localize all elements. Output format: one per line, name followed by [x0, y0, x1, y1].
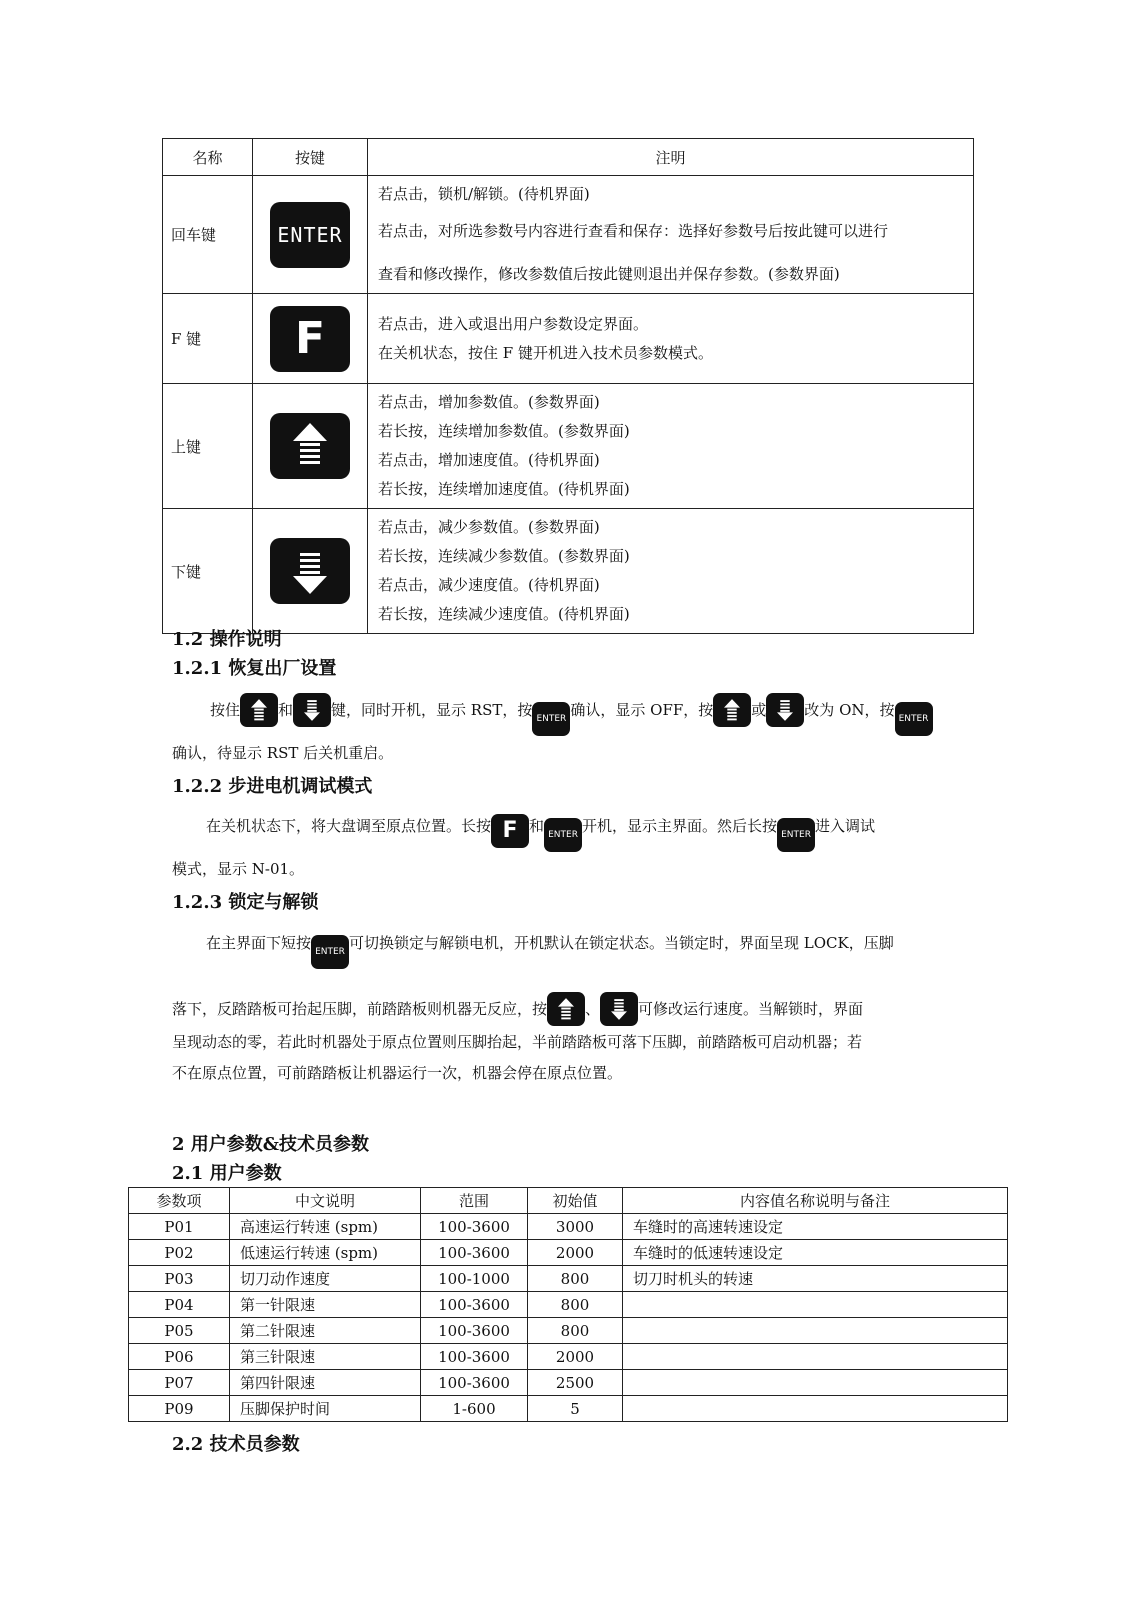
param-range: 100-3600 — [421, 1318, 528, 1344]
note-line: 若长按，连续减少速度值。(待机界面) — [378, 605, 630, 623]
param-desc: 第四针限速 — [230, 1370, 421, 1396]
key-row-enter — [163, 176, 974, 294]
text-run: 确认，显示 OFF，按 — [570, 701, 714, 719]
param-range: 100-1000 — [421, 1266, 528, 1292]
enter-key-icon: ENTER — [532, 702, 570, 736]
section-heading: 2.2 技术员参数 — [172, 1434, 300, 1455]
note-line: 若长按，连续增加参数值。(参数界面) — [378, 422, 630, 440]
col-note-header: 注明 — [368, 139, 974, 176]
text-run: 不在原点位置，可前踏踏板让机器运行一次，机器会停在原点位置。 — [172, 1064, 623, 1082]
text-run: 可修改运行速度。当解锁时，界面 — [638, 1000, 864, 1018]
text-run: 进入调试 — [815, 817, 876, 835]
text-run: 改为 ON，按 — [804, 701, 895, 719]
param-id: P09 — [129, 1396, 230, 1422]
key-name: F 键 — [163, 294, 253, 384]
note-line: 查看和修改操作，修改参数值后按此键则退出并保存参数。(参数界面) — [378, 265, 840, 283]
up-arrow-key-icon — [270, 413, 350, 479]
key-name: 上键 — [163, 384, 253, 509]
enter-key-icon: ENTER — [895, 702, 933, 736]
table-row — [129, 1396, 1008, 1422]
table-row — [129, 1318, 1008, 1344]
param-range: 100-3600 — [421, 1344, 528, 1370]
key-notes — [368, 384, 974, 509]
text-run: 在关机状态下，将大盘调至原点位置。长按 — [206, 817, 492, 835]
text-run: 按住 — [210, 701, 241, 719]
table-row — [129, 1214, 1008, 1240]
param-default: 2000 — [528, 1344, 623, 1370]
param-desc: 高速运行转速 (spm) — [230, 1214, 421, 1240]
param-desc: 第一针限速 — [230, 1292, 421, 1318]
col-range-header: 范围 — [421, 1188, 528, 1214]
note-line: 若点击，锁机/解锁。(待机界面) — [378, 185, 590, 203]
param-remark: 车缝时的高速转速设定 — [623, 1214, 1008, 1240]
param-remark — [623, 1344, 1008, 1370]
key-table — [162, 138, 974, 634]
table-row — [129, 1344, 1008, 1370]
param-id: P02 — [129, 1240, 230, 1266]
param-default: 3000 — [528, 1214, 623, 1240]
text-run: 呈现动态的零，若此时机器处于原点位置则压脚抬起，半前踏踏板可落下压脚，前踏踏板可启动机器；若 — [172, 1033, 863, 1051]
param-range: 100-3600 — [421, 1292, 528, 1318]
user-param-table — [128, 1187, 1008, 1422]
up-arrow-key-icon — [547, 992, 585, 1026]
param-desc: 第二针限速 — [230, 1318, 421, 1344]
section-heading: 1.2.2 步进电机调试模式 — [172, 776, 373, 797]
param-id: P05 — [129, 1318, 230, 1344]
param-id: P01 — [129, 1214, 230, 1240]
param-default: 800 — [528, 1318, 623, 1344]
key-notes — [368, 294, 974, 384]
col-key-header: 按键 — [253, 139, 368, 176]
section-heading: 2.1 用户参数 — [172, 1163, 282, 1184]
key-row-f — [163, 294, 974, 384]
text-run: 模式，显示 N-01。 — [172, 860, 305, 878]
key-name: 下键 — [163, 509, 253, 634]
enter-key-icon: ENTER — [777, 818, 815, 852]
param-remark — [623, 1370, 1008, 1396]
section-heading: 1.2.1 恢复出厂设置 — [172, 658, 337, 679]
param-range: 1-600 — [421, 1396, 528, 1422]
text-run: 可切换锁定与解锁电机，开机默认在锁定状态。当锁定时，界面呈现 LOCK，压脚 — [349, 934, 894, 952]
key-notes — [368, 509, 974, 634]
enter-key-icon: ENTER — [270, 202, 350, 268]
param-default: 2500 — [528, 1370, 623, 1396]
param-remark — [623, 1396, 1008, 1422]
table-row — [129, 1266, 1008, 1292]
note-line: 若长按，连续减少参数值。(参数界面) — [378, 547, 630, 565]
enter-key-icon: ENTER — [544, 818, 582, 852]
down-arrow-key-icon — [293, 693, 331, 727]
param-default: 800 — [528, 1292, 623, 1318]
text-run: 开机，显示主界面。然后长按 — [582, 817, 778, 835]
enter-key-icon: ENTER — [311, 935, 349, 969]
section-heading: 2 用户参数&技术员参数 — [172, 1134, 370, 1155]
text-run: 落下，反踏踏板可抬起压脚，前踏踏板则机器无反应，按 — [172, 1000, 548, 1018]
param-default: 5 — [528, 1396, 623, 1422]
param-remark: 切刀时机头的转速 — [623, 1266, 1008, 1292]
key-row-down — [163, 509, 974, 634]
note-line: 若点击，减少速度值。(待机界面) — [378, 576, 600, 594]
f-key-icon: F — [491, 814, 529, 848]
table-row — [129, 1292, 1008, 1318]
param-range: 100-3600 — [421, 1370, 528, 1396]
paragraph-lock-unlock — [172, 925, 972, 1089]
param-default: 800 — [528, 1266, 623, 1292]
note-line: 若点击，减少参数值。(参数界面) — [378, 518, 600, 536]
note-line: 若点击，进入或退出用户参数设定界面。 — [378, 314, 649, 333]
note-line: 若点击，对所选参数号内容进行查看和保存：选择好参数号后按此键可以进行 — [378, 222, 889, 240]
param-id: P04 — [129, 1292, 230, 1318]
param-id: P06 — [129, 1344, 230, 1370]
param-desc: 第三针限速 — [230, 1344, 421, 1370]
key-row-up — [163, 384, 974, 509]
col-desc-header: 中文说明 — [230, 1188, 421, 1214]
text-run: 和 — [529, 817, 545, 835]
note-line: 若点击，增加参数值。(参数界面) — [378, 393, 600, 411]
note-line: 若点击，增加速度值。(待机界面) — [378, 451, 600, 469]
col-remark-header: 内容值名称说明与备注 — [623, 1188, 1008, 1214]
col-default-header: 初始值 — [528, 1188, 623, 1214]
param-remark: 车缝时的低速转速设定 — [623, 1240, 1008, 1266]
table-row — [129, 1240, 1008, 1266]
down-arrow-key-icon — [766, 693, 804, 727]
param-range: 100-3600 — [421, 1214, 528, 1240]
param-id: P07 — [129, 1370, 230, 1396]
param-desc: 压脚保护时间 — [230, 1396, 421, 1422]
up-arrow-key-icon — [713, 693, 751, 727]
text-run: 或 — [751, 701, 767, 719]
down-arrow-key-icon — [270, 538, 350, 604]
key-notes — [368, 176, 974, 294]
param-id: P03 — [129, 1266, 230, 1292]
down-arrow-key-icon — [600, 992, 638, 1026]
table-row — [129, 1370, 1008, 1396]
text-run: 在主界面下短按 — [206, 934, 312, 952]
text-run: 和 — [278, 701, 294, 719]
note-line: 若长按，连续增加速度值。(待机界面) — [378, 480, 630, 498]
param-desc: 低速运行转速 (spm) — [230, 1240, 421, 1266]
note-line: 在关机状态，按住 F 键开机进入技术员参数模式。 — [378, 343, 713, 362]
param-remark — [623, 1318, 1008, 1344]
col-param-header: 参数项 — [129, 1188, 230, 1214]
section-heading: 1.2.3 锁定与解锁 — [172, 892, 319, 913]
text-run: 确认，待显示 RST 后关机重启。 — [172, 744, 394, 762]
param-table-header — [129, 1188, 1008, 1214]
text-run: 、 — [585, 1000, 601, 1018]
col-name-header: 名称 — [163, 139, 253, 176]
paragraph-stepper-debug — [172, 808, 972, 886]
text-run: 键，同时开机，显示 RST，按 — [331, 701, 533, 719]
f-key-icon: F — [270, 306, 350, 372]
param-remark — [623, 1292, 1008, 1318]
param-desc: 切刀动作速度 — [230, 1266, 421, 1292]
section-heading: 1.2 操作说明 — [172, 629, 282, 650]
up-arrow-key-icon — [240, 693, 278, 727]
key-name: 回车键 — [163, 176, 253, 294]
paragraph-restore-factory — [172, 692, 972, 770]
param-table-body — [129, 1214, 1008, 1422]
param-default: 2000 — [528, 1240, 623, 1266]
key-table-header — [163, 139, 974, 176]
param-range: 100-3600 — [421, 1240, 528, 1266]
